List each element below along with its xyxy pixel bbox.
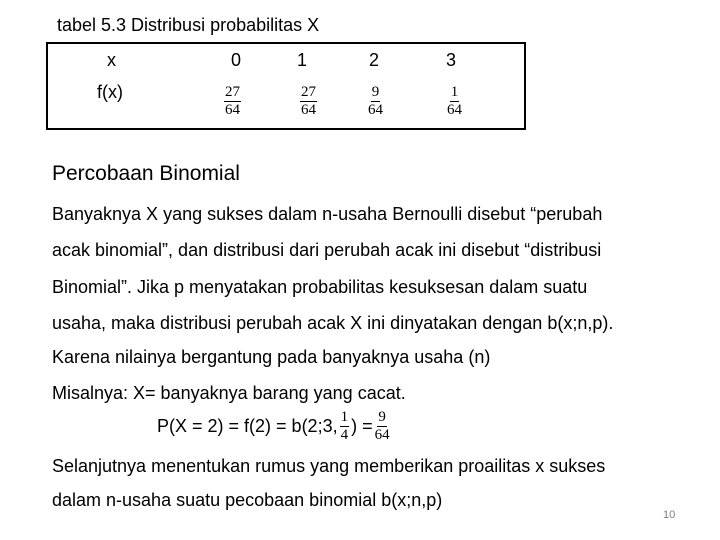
x-header: x xyxy=(107,50,116,70)
fx-1-denominator: 64 xyxy=(301,102,316,118)
paragraph-line-2: acak binomial”, dan distribusi dari perubah acak ini disebut “distribusi xyxy=(52,240,602,260)
formula-result-denominator: 64 xyxy=(374,427,390,443)
formula-result-fraction xyxy=(375,410,390,443)
formula-p-denominator: 4 xyxy=(340,427,349,443)
example-line: Misalnya: X= banyaknya barang yang cacat. xyxy=(52,383,406,403)
fx-0-numerator: 27 xyxy=(225,84,240,100)
fx-value-0 xyxy=(224,85,241,118)
formula-middle: ) = xyxy=(351,416,373,436)
fx-0-denominator: 64 xyxy=(225,102,240,118)
fx-value-3 xyxy=(447,85,462,118)
paragraph-line-4: usaha, maka distribusi perubah acak X ini dinyatakan dengan b(x;n,p). xyxy=(52,313,614,333)
closing-line-1: Selanjutnya menentukan rumus yang memberikan proailitas x sukses xyxy=(52,456,606,476)
page-number: 10 xyxy=(663,509,676,521)
x-value-0: 0 xyxy=(231,50,242,70)
binomial-formula xyxy=(157,410,392,443)
section-title: Percobaan Binomial xyxy=(52,162,240,185)
probability-distribution-table xyxy=(46,42,526,130)
fx-value-2 xyxy=(368,85,383,118)
x-value-2: 2 xyxy=(369,50,380,70)
x-value-3: 3 xyxy=(446,50,457,70)
table-caption: tabel 5.3 Distribusi probabilitas X xyxy=(57,15,320,35)
fx-value-1 xyxy=(300,85,317,118)
fx-3-denominator: 64 xyxy=(447,102,462,118)
formula-left: P(X = 2) = f(2) = b(2;3, xyxy=(157,416,338,436)
paragraph-line-1: Banyaknya X yang sukses dalam n-usaha Bernoulli disebut “perubah xyxy=(52,204,603,224)
fx-1-numerator: 27 xyxy=(301,84,316,100)
paragraph-line-3: Binomial”. Jika p menyatakan probabilitas kesuksesan dalam suatu xyxy=(52,277,588,297)
fx-2-denominator: 64 xyxy=(368,102,383,118)
fx-3-numerator: 1 xyxy=(450,84,459,100)
dependency-line: Karena nilainya bergantung pada banyaknya usaha (n) xyxy=(52,347,491,367)
fx-header: f(x) xyxy=(97,82,123,102)
closing-line-2: dalam n-usaha suatu pecobaan binomial b(x;n,p) xyxy=(52,490,443,510)
fx-2-numerator: 9 xyxy=(371,84,380,100)
formula-fraction-p xyxy=(340,410,350,443)
formula-p-numerator: 1 xyxy=(340,409,349,425)
x-value-1: 1 xyxy=(297,50,308,70)
formula-result-numerator: 9 xyxy=(378,409,386,425)
